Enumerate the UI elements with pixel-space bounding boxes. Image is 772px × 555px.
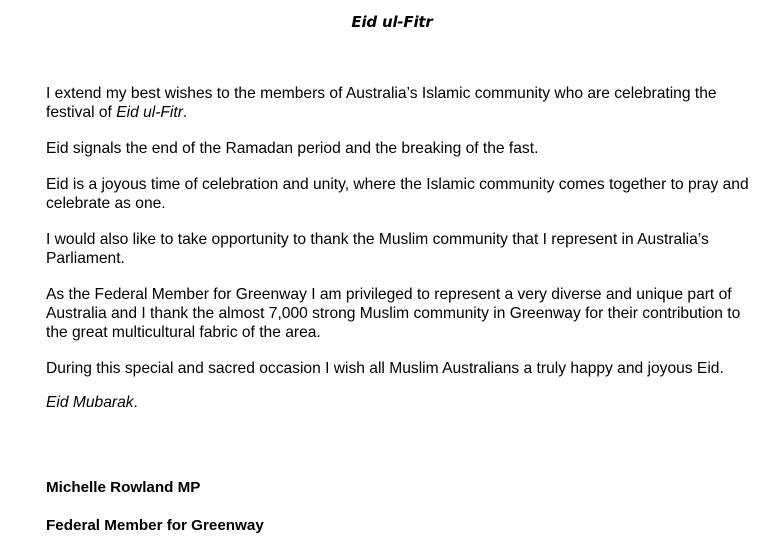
greenway-paragraph: As the Federal Member for Greenway I am privileged to represent a very diverse and unique part of Australia and I thank the almost 7,000 strong Muslim community in Greenway for their contribution to the great multicultural fabric of the area. <box>46 286 741 341</box>
wishes-paragraph: During this special and sacred occasion I wish all Muslim Australians a truly happy and joyous Eid. <box>46 360 724 377</box>
closing-punctuation: . <box>133 394 138 411</box>
celebration-paragraph: Eid is a joyous time of celebration and unity, where the Islamic community comes together to pray and celebrate as one. <box>46 176 749 212</box>
document-title: Eid ul-Fitr <box>351 13 433 31</box>
greeting-paragraph <box>46 84 758 122</box>
festival-name: Eid ul-Fitr <box>116 104 183 121</box>
signature-role: Federal Member for Greenway <box>46 517 264 534</box>
greeting-text: I extend my best wishes to the members of Australia’s Islamic community who are celebrating the festival of <box>46 85 717 121</box>
ramadan-paragraph: Eid signals the end of the Ramadan period and the breaking of the fast. <box>46 140 539 157</box>
closing-paragraph <box>46 393 758 412</box>
document-body <box>46 84 758 429</box>
signature-name: Michelle Rowland MP <box>46 479 201 496</box>
greeting-punctuation: . <box>182 104 188 121</box>
closing-greeting: Eid Mubarak <box>46 394 134 411</box>
thanks-paragraph: I would also like to take opportunity to thank the Muslim community that I represent in Australia’s Parliament. <box>46 231 709 267</box>
